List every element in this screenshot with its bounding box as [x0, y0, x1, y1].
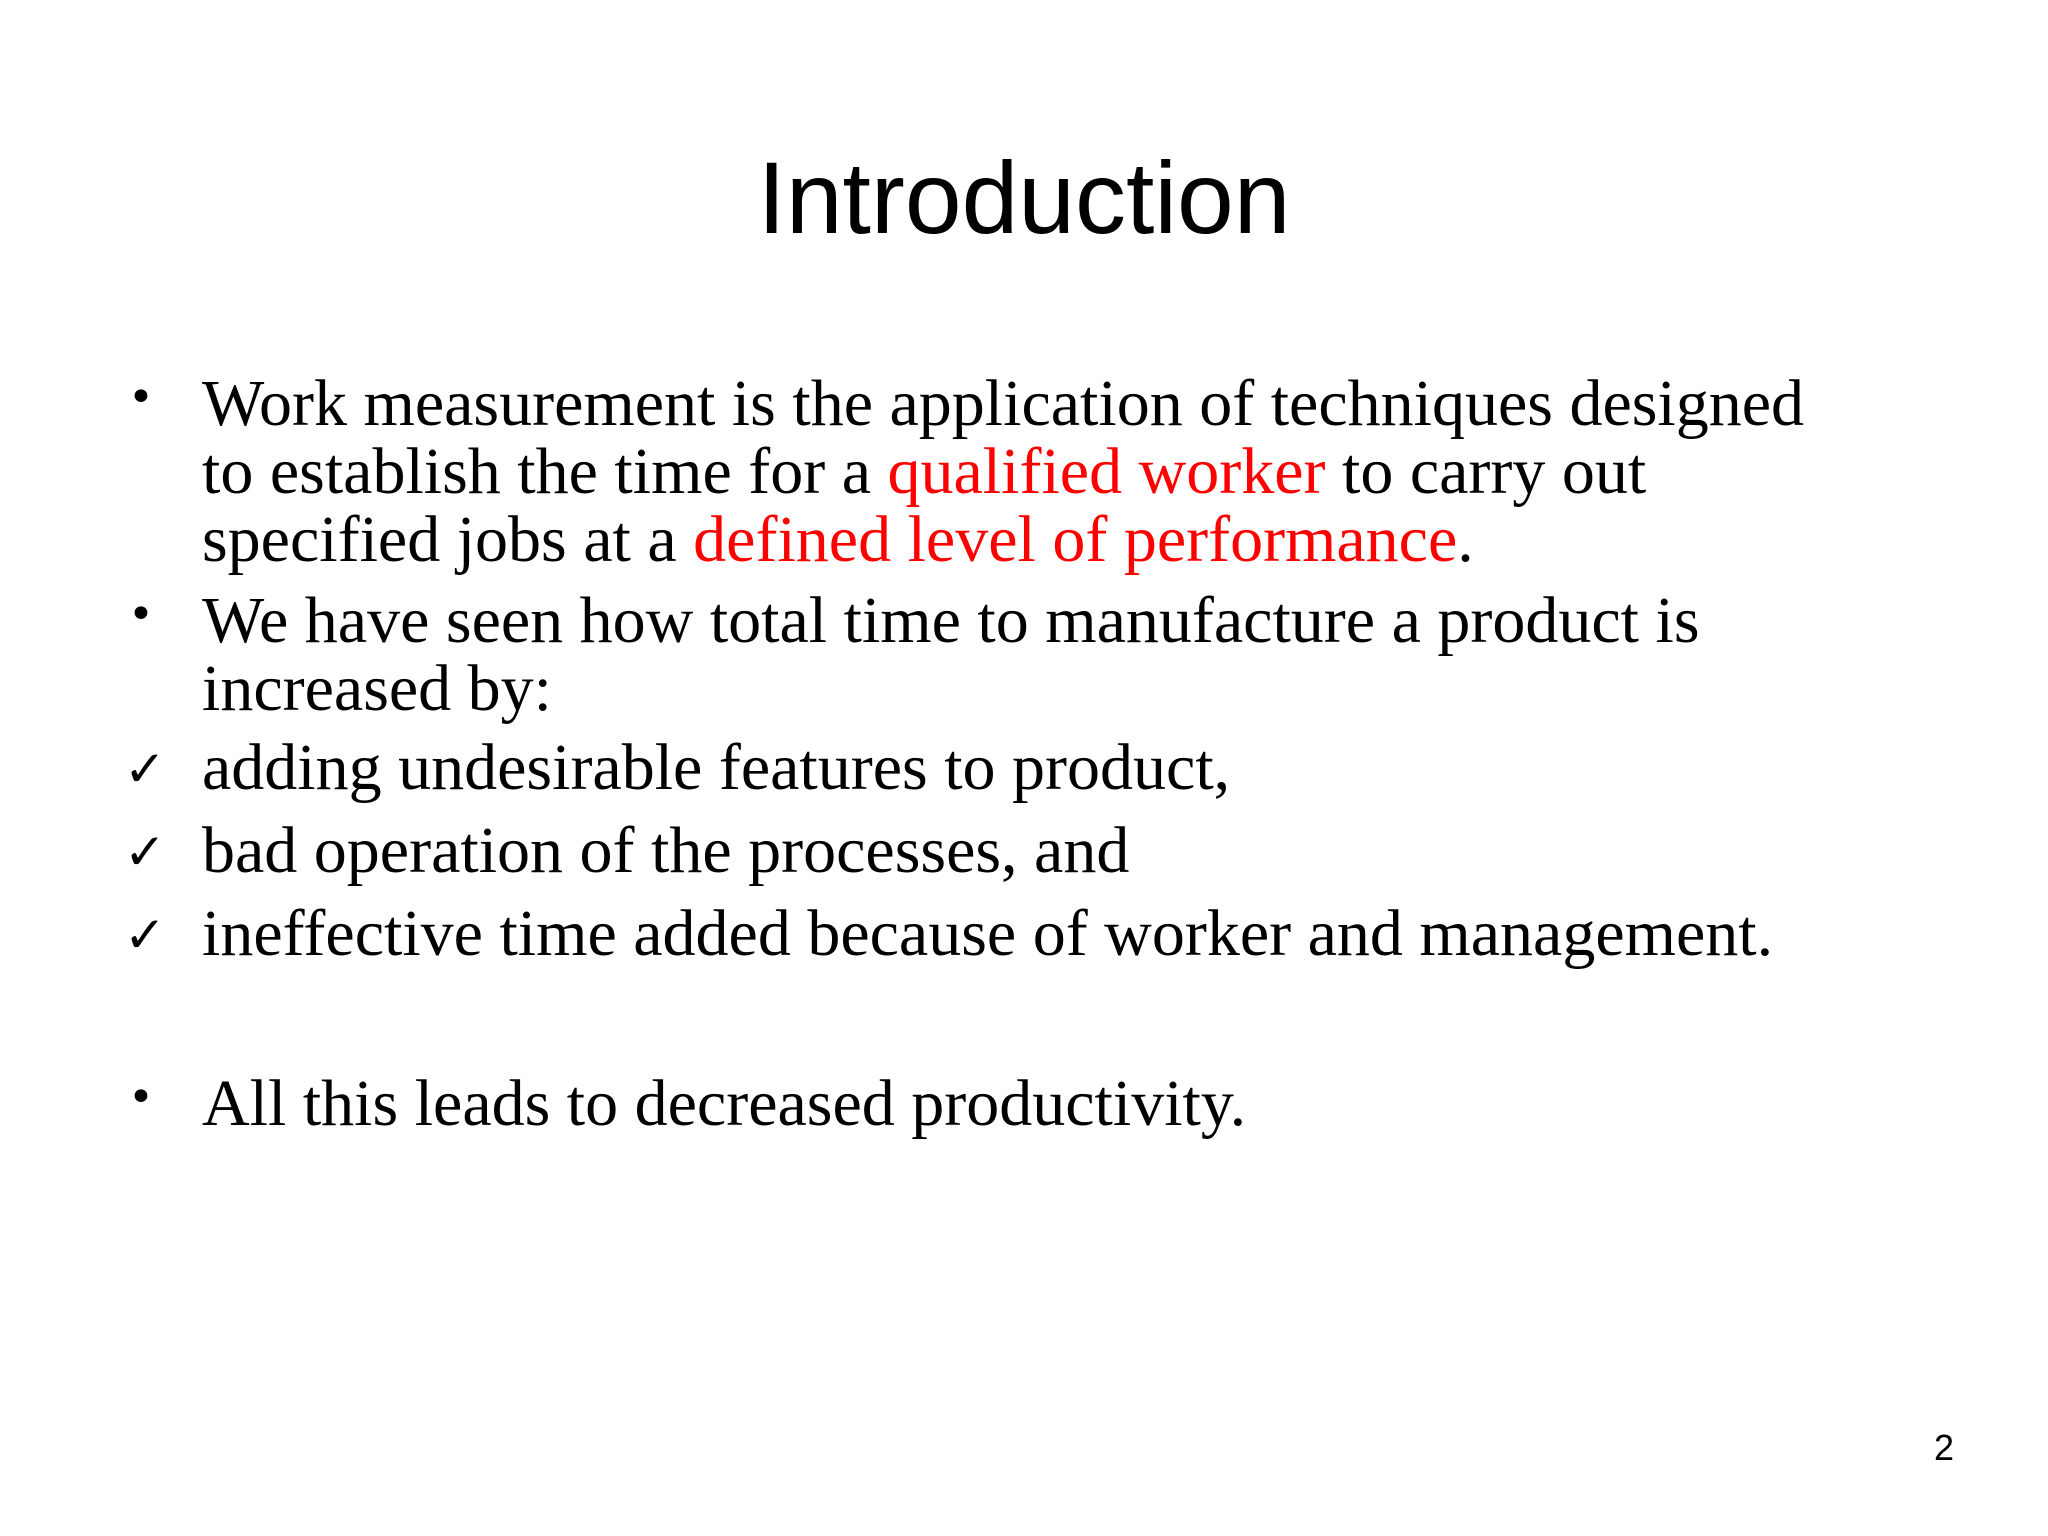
text-segment: . [1457, 503, 1474, 576]
list-item-text-line [202, 652, 1942, 725]
list-item-text-line [202, 435, 1942, 508]
text-segment: We have seen how total time to manufacture a product is [202, 584, 1700, 657]
text-segment: specified jobs at a [202, 503, 694, 576]
text-segment: Work measurement is the application of techniques designed [202, 367, 1805, 440]
list-item-text-line [202, 1067, 1942, 1140]
page-number: 2 [1933, 1427, 1954, 1468]
bullet-icon: • [128, 1072, 154, 1123]
text-segment: ineffective time added because of worker and management. [202, 897, 1774, 970]
list-item-text-line [202, 814, 1942, 887]
text-segment: increased by: [202, 652, 553, 725]
checkmark-icon: ✓ [124, 906, 166, 964]
text-segment: bad operation of the processes, and [202, 814, 1130, 887]
highlighted-text: qualified worker [887, 435, 1326, 508]
text-segment: All this leads to decreased productivity. [202, 1067, 1247, 1140]
bullet-icon: • [128, 372, 154, 423]
text-segment: to carry out [1325, 435, 1647, 508]
text-segment: to establish the time for a [202, 435, 888, 508]
bullet-icon: • [128, 589, 154, 640]
checkmark-icon: ✓ [124, 740, 166, 798]
list-item-text-line [202, 503, 1942, 576]
slide-title: Introduction [757, 141, 1291, 255]
list-item-text-line [202, 897, 1942, 970]
text-segment: adding undesirable features to product, [202, 731, 1231, 804]
highlighted-text: defined level of performance [693, 503, 1458, 576]
list-item-text-line [202, 731, 1942, 804]
checkmark-icon: ✓ [124, 823, 166, 881]
list-item-text-line [202, 584, 1942, 657]
list-item-text-line [202, 367, 1942, 440]
